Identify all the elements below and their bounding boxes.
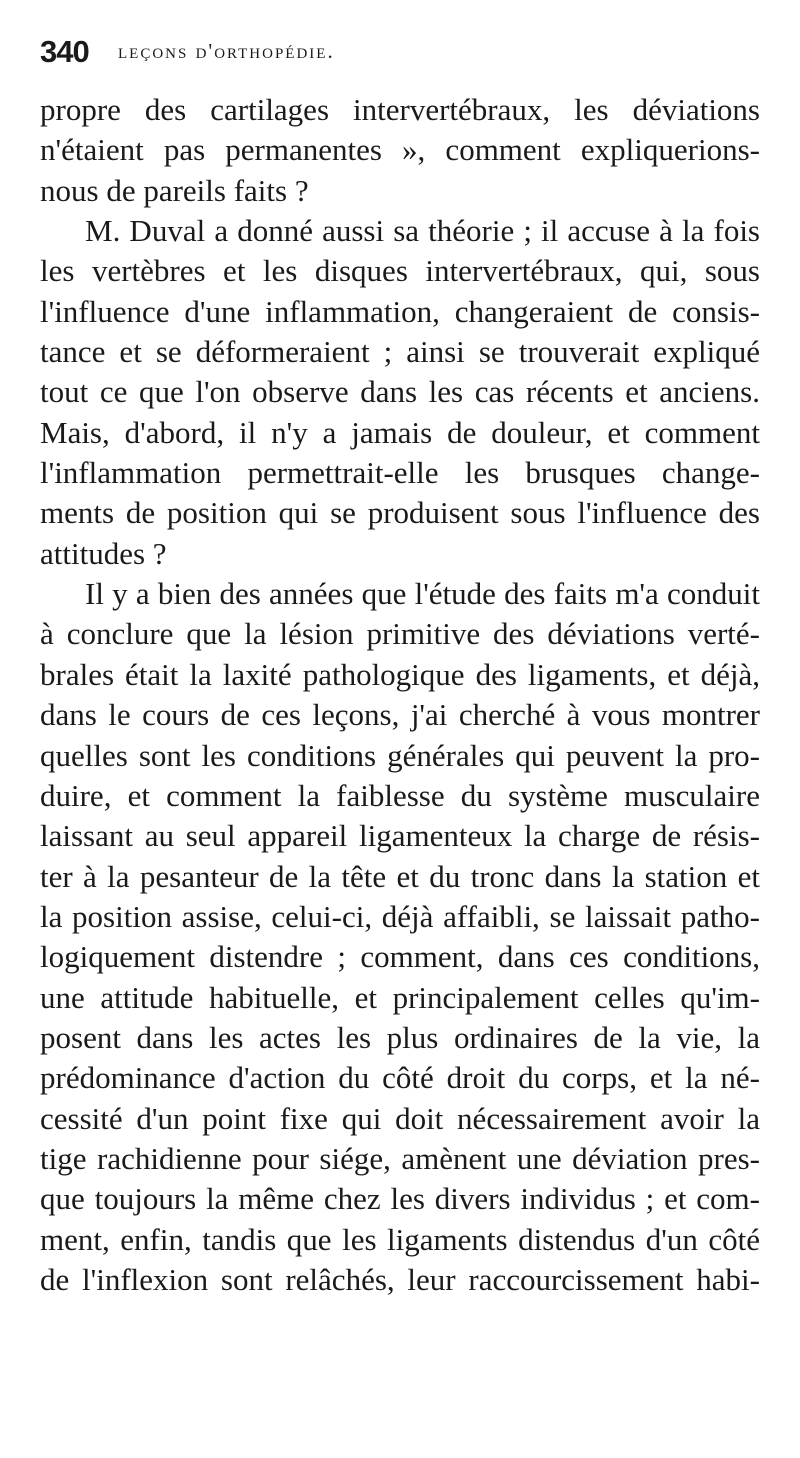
text-line: les vertèbres et les disques intervertébraux, qui, sous [40,253,760,289]
body-text [40,90,760,1300]
text-line: attitudes ? [40,535,167,571]
text-line: Il y a bien des années que l'étude des faits m'a conduit [85,576,760,612]
page-number: 340 [40,34,89,69]
text-line: que toujours la même chez les divers individus ; et com- [40,1181,760,1217]
text-line: ments de position qui se produisent sous l'influence des [40,495,760,531]
text-line: propre des cartilages intervertébraux, les déviations [40,92,760,127]
text-line: nous de pareils faits ? [40,172,309,208]
text-line: ment, enfin, tandis que les ligaments distendus d'un côté [40,1221,760,1257]
text-line: logiquement distendre ; comment, dans ces conditions, [40,939,760,975]
text-line: une attitude habituelle, et principalement celles qu'im- [40,979,760,1015]
text-line: tance et se déformeraient ; ainsi se trouverait expliqué [40,334,760,370]
text-line: l'influence d'une inflammation, changeraient de consis- [40,293,760,329]
text-line: prédominance d'action du côté droit du corps, et la né- [40,1060,760,1096]
text-line: laissant au seul appareil ligamenteux la charge de résis- [40,818,760,854]
text-line: tige rachidienne pour siége, amènent une déviation pres- [40,1140,760,1176]
text-line: n'étaient pas permanentes », comment expliquerions- [40,132,760,168]
text-line: brales était la laxité pathologique des ligaments, et déjà, [40,656,760,692]
page-header [40,34,760,78]
text-line: quelles sont les conditions générales qui peuvent la pro- [40,737,760,773]
text-line: cessité d'un point fixe qui doit nécessairement avoir la [40,1100,760,1136]
text-line: ter à la pesanteur de la tête et du tronc dans la station et [40,858,760,894]
text-line: M. Duval a donné aussi sa théorie ; il accuse à la fois [85,213,760,249]
text-line: la position assise, celui-ci, déjà affaibli, se laissait patho- [40,898,760,934]
text-line: duire, et comment la faiblesse du système musculaire [40,777,760,813]
text-line: l'inflammation permettrait-elle les brusques change- [40,455,760,491]
text-line: tout ce que l'on observe dans les cas récents et anciens. [40,374,760,410]
text-line: à conclure que la lésion primitive des déviations verté- [40,616,760,652]
running-head: leçons d'orthopédie. [118,39,335,63]
text-line: Mais, d'abord, il n'y a jamais de douleur, et comment [40,414,760,450]
text-line: posent dans les actes les plus ordinaires de la vie, la [40,1019,760,1055]
text-line: dans le cours de ces leçons, j'ai cherché à vous montrer [40,697,760,733]
text-line: de l'inflexion sont relâchés, leur raccourcissement habi- [40,1261,760,1297]
